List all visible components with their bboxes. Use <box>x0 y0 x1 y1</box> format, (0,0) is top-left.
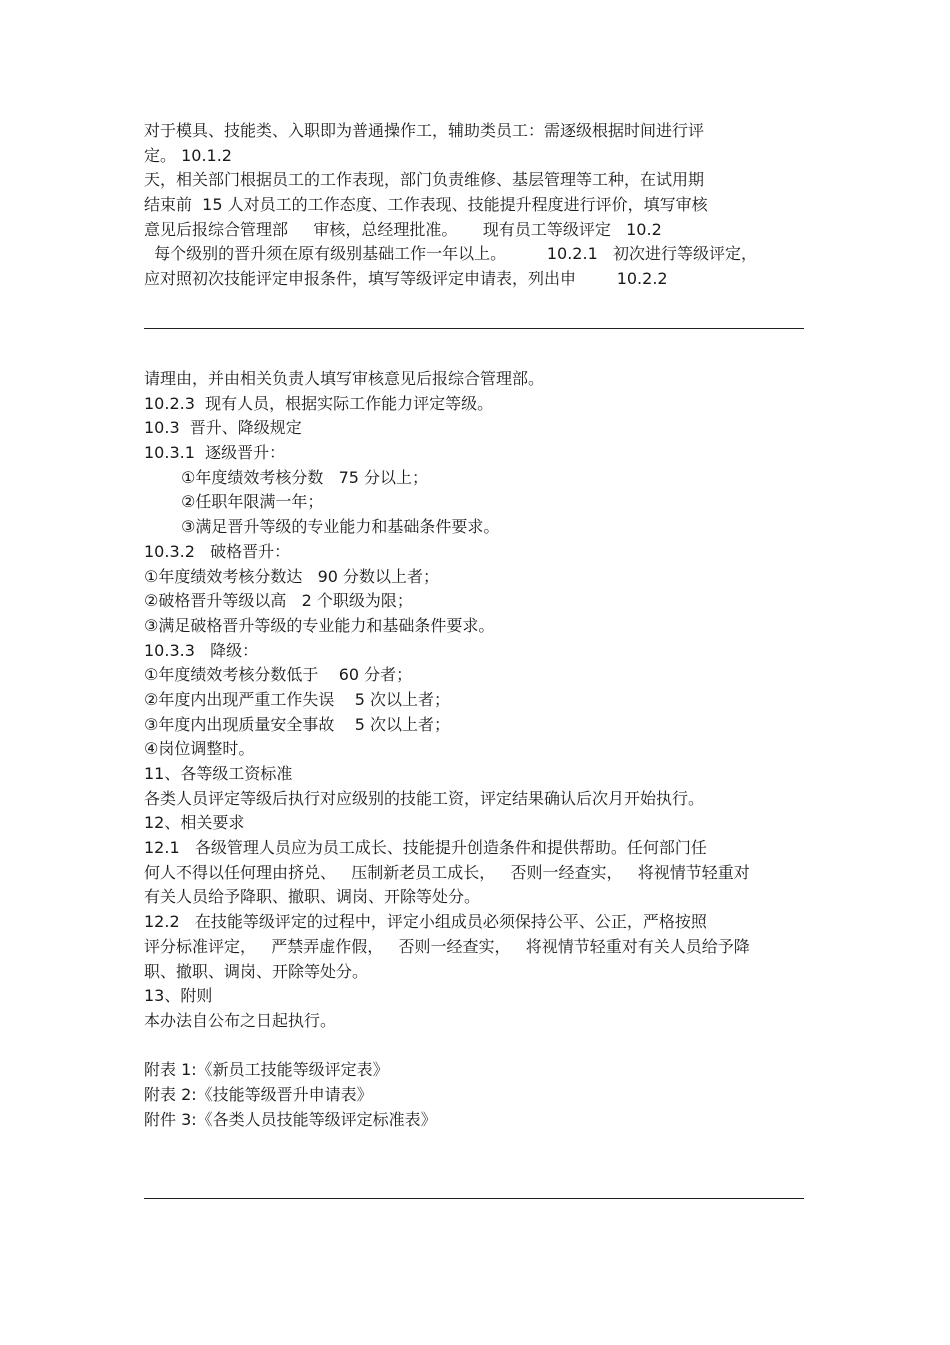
text-line: 请理由，并由相关负责人填写审核意见后报综合管理部。 <box>144 369 545 388</box>
text-line: 何人不得以任何理由挤兑、 压制新老员工成长， 否则一经查实， 将视情节轻重对 <box>144 862 750 882</box>
text-line: 各类人员评定等级后执行对应级别的技能工资，评定结果确认后次月开始执行。 <box>144 788 705 808</box>
subsection-heading: 10.3.1 逐级晋升： <box>144 443 286 463</box>
page-1-text <box>144 119 804 292</box>
text-line: 12.1 各级管理人员应为员工成长、技能提升创造条件和提供帮助。任何部门任 <box>144 838 707 858</box>
section-heading: 13、附则 <box>144 986 213 1006</box>
section-heading: 10.3 晋升、降级规定 <box>144 418 302 438</box>
text-line: 结束前 15 人对员工的工作态度、工作表现、技能提升程度进行评价，填写审核 <box>144 195 708 215</box>
list-item: ②任职年限满一年； <box>181 492 324 512</box>
text-line: 职、撤职、调岗、开除等处分。 <box>144 961 369 981</box>
section-heading: 11、各等级工资标准 <box>144 764 293 783</box>
list-item: ③满足破格晋升等级的专业能力和基础条件要求。 <box>144 615 495 635</box>
text-line: 意见后报综合管理部 审核，总经理批准。 现有员工等级评定 10.2 <box>144 219 662 239</box>
text-line: 对于模具、技能类、入职即为普通操作工，辅助类员工：需逐级根据时间进行评 <box>144 121 705 140</box>
list-item: ②破格晋升等级以高 2 个职级为限； <box>144 591 413 611</box>
attachment-item: 附件 3:《各类人员技能等级评定标准表》 <box>144 1109 437 1129</box>
list-item: ②年度内出现严重工作失误 5 次以上者； <box>144 689 450 709</box>
blank-line <box>144 1034 804 1059</box>
section-heading: 12、相关要求 <box>144 813 245 833</box>
text-line: 定。 10.1.2 <box>144 145 232 165</box>
page-divider <box>144 328 804 329</box>
attachment-item: 附表 1:《新员工技能等级评定表》 <box>144 1060 389 1080</box>
page-divider <box>144 1198 804 1199</box>
text-line: 本办法自公布之日起执行。 <box>144 1010 337 1030</box>
text-line: 应对照初次技能评定申报条件，填写等级评定申请表，列出申 10.2.2 <box>144 269 668 289</box>
text-line: 有关人员给予降职、撤职、调岗、开除等处分。 <box>144 887 481 907</box>
list-item: ④岗位调整时。 <box>144 739 255 759</box>
text-line: 12.2 在技能等级评定的过程中，评定小组成员必须保持公平、公正，严格按照 <box>144 912 707 932</box>
subsection-heading: 10.3.3 降级： <box>144 640 259 660</box>
subsection-heading: 10.3.2 破格晋升： <box>144 541 291 561</box>
list-item: ①年度绩效考核分数达 90 分数以上者； <box>144 566 440 586</box>
text-line: 天，相关部门根据员工的工作表现，部门负责维修、基层管理等工种，在试用期 <box>144 170 705 190</box>
list-item: ③满足晋升等级的专业能力和基础条件要求。 <box>181 517 500 537</box>
list-item: ①年度绩效考核分数低于 60 分者； <box>144 665 413 685</box>
attachment-item: 附表 2:《技能等级晋升申请表》 <box>144 1084 373 1104</box>
text-line: 每个级别的晋升须在原有级别基础工作一年以上。 10.2.1 初次进行等级评定， <box>144 244 758 264</box>
list-item: ③年度内出现质量安全事故 5 次以上者； <box>144 714 450 734</box>
list-item: ①年度绩效考核分数 75 分以上； <box>181 467 429 487</box>
text-line: 评分标准评定， 严禁弄虚作假， 否则一经查实， 将视情节轻重对有关人员给予降 <box>144 936 750 956</box>
text-line: 10.2.3 现有人员，根据实际工作能力评定等级。 <box>144 393 494 413</box>
page-2-text <box>144 367 804 1132</box>
